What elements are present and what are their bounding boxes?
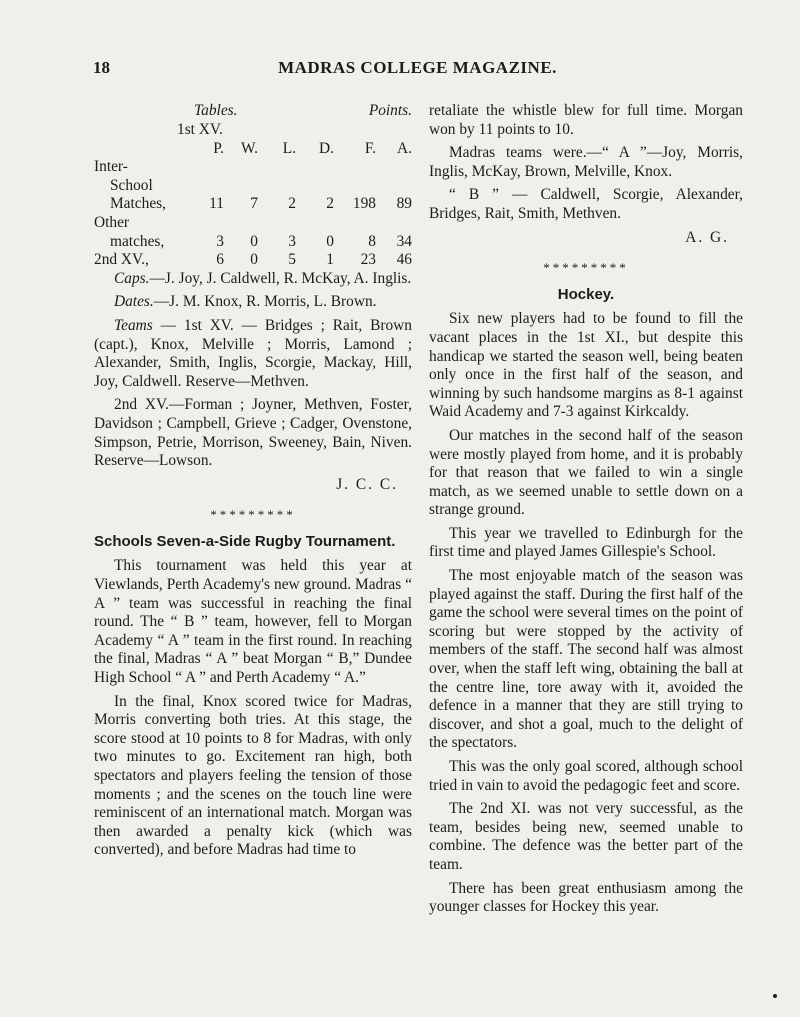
table-cell: 7 xyxy=(250,195,258,213)
first-xv-text: — 1st XV. — Bridges ; Rait, Brown (capt.), Knox, Melville ; Morris, Lamond ; Alexander, Smith, Inglis, Scorgie, Mackay, Hill, Joy, Caldwell. Reserve—Methven. xyxy=(94,316,412,390)
body-paragraph: In the final, Knox scored twice for Madras, Morris converting both tries. At this stage, the score stood at 10 points to 8 for Madras, with only two minutes to go. Excitement ran high, both spectators and players feeling the tension of those moments ; and the scenes on the touch line were reminiscent of an international match. Morgan was then awarded a penalty kick (which was converted), and before Madras had time to xyxy=(94,692,412,859)
dates-label: Dates. xyxy=(114,293,154,311)
page-header xyxy=(93,58,742,82)
body-paragraph: Six new players had to be found to fill the vacant places in the 1st XI., but despite this handicap we started the season well, being beaten only once in the first half of the season, and winning by such handsome margins as 8-1 against Waid Academy and 7-3 against Kirkcaldy. xyxy=(429,310,743,421)
caps-paragraph xyxy=(94,270,412,289)
tables-label: Tables. xyxy=(194,102,238,119)
section-separator: ********* xyxy=(210,507,296,523)
body-paragraph: The most enjoyable match of the season was played against the staff. During the first half of the game the school were several times on the point of scoring but were stopped by the activity of members of the staff. The second half was almost over, when the staff left wing, obtaining the ball at the centre line, tore away with it, avoided the defence in a manner that they are still trying to discover, and shot a goal, much to the delight of the spectators. xyxy=(429,567,743,752)
column-header: F. xyxy=(364,139,376,157)
column-header: W. xyxy=(241,139,258,157)
body-paragraph: There has been great enthusiasm among the younger classes for Hockey this year. xyxy=(429,879,743,916)
magazine-title: MADRAS COLLEGE MAGAZINE. xyxy=(278,58,557,77)
table-cell: 198 xyxy=(352,195,376,213)
table-cell: 1 xyxy=(326,251,334,269)
body-paragraph: “ B ” — Caldwell, Scorgie, Alexander, Bridges, Rait, Smith, Methven. xyxy=(429,186,743,222)
table-header-row xyxy=(94,140,412,159)
row-label: 2nd XV., xyxy=(94,251,149,269)
table-row xyxy=(94,177,412,196)
table-row xyxy=(94,214,412,233)
second-xv-paragraph: 2nd XV.—Forman ; Joyner, Methven, Foster, Davidson ; Campbell, Grieve ; Cadger, Ovenstone, Simpson, Petrie, Morrison, Sweeney, Bain, Niven. Reserve—Lowson. xyxy=(94,396,412,470)
signature: A. G. xyxy=(685,228,729,246)
dates-paragraph xyxy=(94,293,412,312)
right-column xyxy=(429,102,743,922)
column-header: D. xyxy=(319,139,334,157)
tables-subtitle: 1st XV. xyxy=(177,121,223,138)
page-number: 18 xyxy=(93,58,110,77)
table-cell: 46 xyxy=(396,251,412,269)
table-cell: 0 xyxy=(326,232,334,250)
body-paragraph: This tournament was held this year at Viewlands, Perth Academy's new ground. Madras “ A ” team was successful in reaching the final round. The “ B ” team, however, fell to Morgan Academy “ A ” team in the first round. In reaching the final, Madras “ A ” beat Morgan “ B,” Dundee High School “ A ” and Perth Academy “ A.” xyxy=(94,557,412,687)
table-cell: 0 xyxy=(250,251,258,269)
tables-header xyxy=(94,102,412,121)
table-cell: 34 xyxy=(396,232,412,250)
body-paragraph: This was the only goal scored, although school tried in vain to avoid the pedagogic feet and score. xyxy=(429,758,743,794)
table-cell: 5 xyxy=(288,251,296,269)
table-row xyxy=(94,251,412,270)
body-paragraph: retaliate the whistle blew for full time. Morgan won by 11 points to 10. xyxy=(429,102,743,138)
points-label: Points. xyxy=(368,102,412,119)
section-heading: Schools Seven-a-Side Rugby Tournament. xyxy=(94,532,396,550)
ink-speck xyxy=(773,994,777,998)
body-paragraph: The 2nd XI. was not very successful, as the team, besides being new, seemed unable to combine. The defence was the better part of the team. xyxy=(429,800,743,873)
signature: J. C. C. xyxy=(336,475,398,493)
body-paragraph: Madras teams were.—“ A ”—Joy, Morris, Inglis, McKay, Brown, Melville, Knox. xyxy=(429,144,743,180)
dates-text: —J. M. Knox, R. Morris, L. Brown. xyxy=(153,293,377,311)
teams-label: Teams xyxy=(114,316,153,334)
column-header: A. xyxy=(397,139,412,157)
table-cell: 0 xyxy=(250,232,258,250)
row-label: School xyxy=(110,176,153,194)
section-heading: Hockey. xyxy=(557,285,615,303)
row-label: Inter- xyxy=(94,158,128,176)
body-paragraph: This year we travelled to Edinburgh for the first time and played James Gillespie's School. xyxy=(429,524,743,561)
table-row xyxy=(94,233,412,252)
row-label: matches, xyxy=(110,232,165,250)
table-cell: 6 xyxy=(216,251,224,269)
table-row xyxy=(94,195,412,214)
column-header: L. xyxy=(282,139,296,157)
table-cell: 11 xyxy=(209,195,224,213)
table-cell: 3 xyxy=(288,232,296,250)
left-column xyxy=(94,102,412,865)
table-cell: 2 xyxy=(326,195,334,213)
caps-text: —J. Joy, J. Caldwell, R. McKay, A. Inglis. xyxy=(149,269,412,287)
column-header: P. xyxy=(213,139,224,157)
section-separator: ********* xyxy=(543,260,629,276)
teams-paragraph xyxy=(94,317,412,391)
table-cell: 2 xyxy=(288,195,296,213)
table-row xyxy=(94,158,412,177)
caps-label: Caps. xyxy=(114,269,150,287)
table-cell: 23 xyxy=(360,251,376,269)
row-label: Matches, xyxy=(110,195,166,213)
table-cell: 3 xyxy=(216,232,224,250)
results-table xyxy=(94,140,412,270)
body-paragraph: Our matches in the second half of the season were mostly played from home, and it is probably for that reason that we failed to win a single match, as we seemed unable to settle down on a strange ground. xyxy=(429,426,743,519)
table-cell: 8 xyxy=(368,232,376,250)
table-cell: 89 xyxy=(396,195,412,213)
row-label: Other xyxy=(94,213,130,231)
